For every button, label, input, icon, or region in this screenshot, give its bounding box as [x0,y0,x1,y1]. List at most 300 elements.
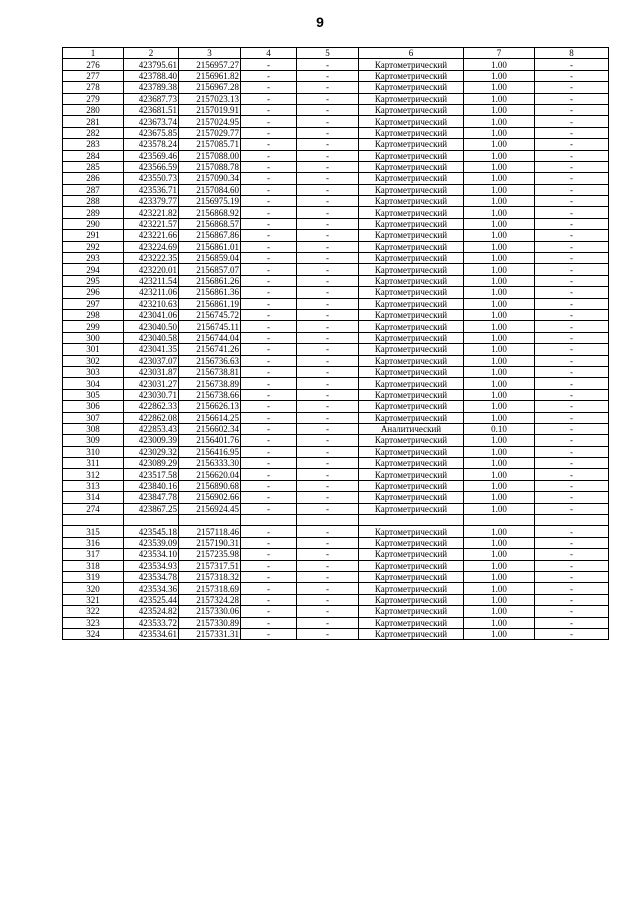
table-row [63,423,609,434]
table-cell: Картометрический [359,196,464,207]
table-cell: 423847.78 [124,492,179,503]
table-cell: Картометрический [359,298,464,309]
table-cell: - [297,378,359,389]
table-cell: - [535,617,609,628]
table-cell: 2156745.72 [179,309,241,320]
table-row [63,264,609,275]
table-cell: 1.00 [464,241,535,252]
table-cell: - [297,526,359,537]
table-cell: - [241,560,297,571]
table-cell: Картометрический [359,59,464,70]
table-cell: - [535,366,609,377]
table-cell: 423525.44 [124,594,179,605]
table-row [63,458,609,469]
table-cell: 2157317.51 [179,560,241,571]
table-cell: - [241,127,297,138]
table-cell: - [241,173,297,184]
table-cell: - [241,628,297,639]
table-cell: Картометрический [359,492,464,503]
table-cell: Картометрический [359,93,464,104]
table-cell: 285 [63,161,124,172]
table-cell: 1.00 [464,366,535,377]
table-cell: 1.00 [464,469,535,480]
table-cell: 423210.63 [124,298,179,309]
table-cell: Картометрический [359,378,464,389]
table-cell: 283 [63,139,124,150]
table-cell: 1.00 [464,617,535,628]
table-cell: Картометрический [359,218,464,229]
table-cell: - [297,423,359,434]
table-cell: 2157190.31 [179,537,241,548]
table-cell: 1.00 [464,230,535,241]
table-cell: 423536.71 [124,184,179,195]
table-row [63,116,609,127]
table-cell: - [297,549,359,560]
table-row [63,594,609,605]
table-cell: Картометрический [359,184,464,195]
table-cell: - [535,628,609,639]
table-cell: 423221.57 [124,218,179,229]
table-cell: 299 [63,321,124,332]
table-cell: 2157024.95 [179,116,241,127]
table-cell: - [535,571,609,582]
table-cell: 2156861.36 [179,287,241,298]
table-cell: Картометрический [359,287,464,298]
table-cell: Картометрический [359,560,464,571]
table-cell: - [241,423,297,434]
table-cell: - [535,355,609,366]
table-cell: - [241,549,297,560]
table-cell: 423220.01 [124,264,179,275]
table-cell: 1.00 [464,458,535,469]
table-cell: - [297,184,359,195]
table-cell: Картометрический [359,275,464,286]
table-cell: 1.00 [464,480,535,491]
table-cell: 423534.36 [124,583,179,594]
table-cell: 303 [63,366,124,377]
table-cell: 2157330.06 [179,606,241,617]
column-header: 5 [297,48,359,59]
table-cell: 423224.69 [124,241,179,252]
table-cell: 1.00 [464,401,535,412]
table-cell: Картометрический [359,150,464,161]
table-cell [464,515,535,526]
table-cell: 2156924.45 [179,503,241,514]
table-row [63,275,609,286]
table-row [63,492,609,503]
table-cell: 306 [63,401,124,412]
table-cell: - [297,401,359,412]
table-cell: 1.00 [464,412,535,423]
table-cell: - [535,161,609,172]
table-cell: - [241,401,297,412]
table-cell: - [241,321,297,332]
table-cell: - [297,218,359,229]
table-cell: Картометрический [359,583,464,594]
table-cell: 307 [63,412,124,423]
table-cell: 423041.06 [124,309,179,320]
table-cell: 315 [63,526,124,537]
table-row [63,253,609,264]
table-row [63,287,609,298]
table-cell [241,515,297,526]
page-number: 9 [316,14,324,30]
table-cell: 308 [63,423,124,434]
table-cell: Картометрический [359,594,464,605]
table-cell: 2157088.78 [179,161,241,172]
table-cell: - [535,218,609,229]
table-cell: 423675.85 [124,127,179,138]
table-cell: - [241,218,297,229]
table-cell: 287 [63,184,124,195]
table-cell: - [535,139,609,150]
table-cell: - [535,104,609,115]
table-cell: 423681.51 [124,104,179,115]
table-cell: - [297,207,359,218]
table-row [63,515,609,526]
table-cell: - [241,70,297,81]
table-row [63,184,609,195]
table-cell: - [241,344,297,355]
table-cell: - [297,412,359,423]
table-cell: - [535,412,609,423]
table-cell: - [535,230,609,241]
table-row [63,139,609,150]
table-row [63,207,609,218]
table-cell: - [241,59,297,70]
table-cell: 423029.32 [124,446,179,457]
table-row [63,583,609,594]
table-cell: 2157118.46 [179,526,241,537]
table-cell: 2156957.27 [179,59,241,70]
table-cell: - [535,116,609,127]
table-cell: Картометрический [359,116,464,127]
table-cell: 1.00 [464,583,535,594]
column-header: 6 [359,48,464,59]
table-cell: - [297,617,359,628]
table-cell: 423221.66 [124,230,179,241]
table-cell: 1.00 [464,116,535,127]
table-cell: 317 [63,549,124,560]
table-cell: Картометрический [359,264,464,275]
table-cell: 423569.46 [124,150,179,161]
table-cell: - [241,139,297,150]
table-cell: - [535,82,609,93]
table-cell: 282 [63,127,124,138]
table-cell: 1.00 [464,127,535,138]
table-cell: 423534.93 [124,560,179,571]
table-cell: - [535,446,609,457]
table-cell: 2156859.04 [179,253,241,264]
table-cell: 423789.38 [124,82,179,93]
table-cell: 1.00 [464,594,535,605]
table-cell: - [535,594,609,605]
table-cell: - [535,59,609,70]
table-cell: 423040.58 [124,332,179,343]
table-cell: 286 [63,173,124,184]
table-cell: - [297,446,359,457]
table-cell: 312 [63,469,124,480]
table-cell: - [297,628,359,639]
table-cell: - [297,332,359,343]
column-header: 2 [124,48,179,59]
table-cell: 423222.35 [124,253,179,264]
table-cell: Картометрический [359,526,464,537]
table-cell: 2157088.00 [179,150,241,161]
table-cell: 1.00 [464,526,535,537]
table-cell: 422853.43 [124,423,179,434]
table-row [63,469,609,480]
table-cell: - [535,606,609,617]
table-cell: 309 [63,435,124,446]
table-cell: 289 [63,207,124,218]
table-cell: 2157023.13 [179,93,241,104]
table-cell: 423379.77 [124,196,179,207]
table-cell: - [297,469,359,480]
table-cell: 423550.73 [124,173,179,184]
table-cell: - [535,264,609,275]
table-row [63,309,609,320]
table-cell: 2156333.30 [179,458,241,469]
table-cell: - [241,355,297,366]
table-cell: 423030.71 [124,389,179,400]
table-cell: 2156902.66 [179,492,241,503]
table-cell: 1.00 [464,264,535,275]
table-cell: - [297,458,359,469]
table-cell: 422862.08 [124,412,179,423]
table-cell: 1.00 [464,446,535,457]
table-cell: Картометрический [359,435,464,446]
table-cell: Картометрический [359,480,464,491]
table-cell: Картометрический [359,389,464,400]
table-cell: Картометрический [359,446,464,457]
table-cell: - [297,287,359,298]
table-cell: 2156738.89 [179,378,241,389]
table-cell: - [241,469,297,480]
table-cell: 423534.78 [124,571,179,582]
table-cell: 1.00 [464,218,535,229]
table-cell: - [297,560,359,571]
table-cell [124,515,179,526]
coordinates-table [62,47,609,640]
table-cell: 1.00 [464,93,535,104]
table-cell: - [535,492,609,503]
table-row [63,526,609,537]
table-cell: - [297,253,359,264]
table-cell: 1.00 [464,606,535,617]
table-cell: 1.00 [464,378,535,389]
table-cell: 2156975.19 [179,196,241,207]
table-cell: - [297,196,359,207]
table-row [63,355,609,366]
table-cell: - [241,492,297,503]
table-row [63,59,609,70]
table-cell: 1.00 [464,389,535,400]
table-cell: - [297,480,359,491]
table-row [63,549,609,560]
table-cell: - [241,298,297,309]
table-cell: 2156614.25 [179,412,241,423]
table-cell: 423687.73 [124,93,179,104]
table-cell: 2156744.04 [179,332,241,343]
table-cell: 2156961.82 [179,70,241,81]
table-cell: 2156738.81 [179,366,241,377]
table-cell: - [241,93,297,104]
table-cell: Картометрический [359,332,464,343]
table-cell: 2156401.76 [179,435,241,446]
table-cell: 423840.16 [124,480,179,491]
table-cell: 316 [63,537,124,548]
table-row [63,617,609,628]
table-cell: - [241,275,297,286]
table-cell: 323 [63,617,124,628]
table-cell: 423867.25 [124,503,179,514]
table-cell: - [535,526,609,537]
table-cell: 423031.27 [124,378,179,389]
table-cell: Картометрический [359,606,464,617]
table-cell: 313 [63,480,124,491]
table-cell: - [535,321,609,332]
table-cell: 2156745.11 [179,321,241,332]
table-cell: 297 [63,298,124,309]
table-cell: - [241,150,297,161]
table-cell: Картометрический [359,207,464,218]
table-cell: - [535,401,609,412]
table-cell: 1.00 [464,150,535,161]
table-cell: - [535,480,609,491]
table-cell: Картометрический [359,70,464,81]
table-cell: - [297,104,359,115]
table-cell: - [241,264,297,275]
table-cell: - [241,389,297,400]
table-cell: 423041.35 [124,344,179,355]
table-cell: 321 [63,594,124,605]
table-cell: Картометрический [359,82,464,93]
table-cell: 423221.82 [124,207,179,218]
table-cell: Картометрический [359,104,464,115]
table-cell: - [241,309,297,320]
table-cell: Картометрический [359,412,464,423]
table-cell: - [535,503,609,514]
table-cell: - [535,389,609,400]
table-cell: 1.00 [464,549,535,560]
table-cell: - [241,503,297,514]
table-row [63,503,609,514]
table-row [63,435,609,446]
table-cell: - [241,412,297,423]
table-cell: - [241,480,297,491]
table-cell: - [297,435,359,446]
table-cell: Картометрический [359,401,464,412]
table-cell: - [297,70,359,81]
table-cell: 2156890.68 [179,480,241,491]
table-cell: - [535,298,609,309]
table-cell: - [241,104,297,115]
table-cell: - [297,583,359,594]
table-cell: 2157090.34 [179,173,241,184]
table-cell: 277 [63,70,124,81]
table-cell: - [241,583,297,594]
table-cell: - [241,82,297,93]
table-cell: 320 [63,583,124,594]
table-cell: Картометрический [359,344,464,355]
table-cell: 2157019.91 [179,104,241,115]
table-cell: 1.00 [464,70,535,81]
table-cell: - [297,230,359,241]
table-cell: - [535,93,609,104]
table-cell: 324 [63,628,124,639]
table-cell: 2157318.32 [179,571,241,582]
table-cell: 2156868.92 [179,207,241,218]
table-cell: 2157084.60 [179,184,241,195]
table-cell: - [297,571,359,582]
table-cell: 1.00 [464,309,535,320]
table-cell: 2156868.57 [179,218,241,229]
table-cell: 1.00 [464,104,535,115]
table-row [63,480,609,491]
table-cell: 2157330.89 [179,617,241,628]
table-cell: - [241,435,297,446]
table-cell: 294 [63,264,124,275]
table-cell: 1.00 [464,571,535,582]
table-cell: - [535,332,609,343]
table-cell: Картометрический [359,355,464,366]
table-cell: 1.00 [464,321,535,332]
table-cell: - [535,560,609,571]
table-cell: - [535,309,609,320]
table-row [63,628,609,639]
table-cell: 1.00 [464,173,535,184]
table-cell: - [297,366,359,377]
table-row [63,70,609,81]
table-cell: Картометрический [359,173,464,184]
table-cell: - [297,59,359,70]
table-cell: 1.00 [464,560,535,571]
table-cell: - [535,275,609,286]
table-cell: - [535,537,609,548]
table-cell: 423009.39 [124,435,179,446]
table-cell: - [241,571,297,582]
table-cell: 319 [63,571,124,582]
table-cell: - [535,549,609,560]
table-cell: - [535,207,609,218]
table-cell: 274 [63,503,124,514]
table-row [63,150,609,161]
table-cell: Картометрический [359,241,464,252]
table-cell: 423524.82 [124,606,179,617]
table-cell: 0.10 [464,423,535,434]
table-cell: Картометрический [359,469,464,480]
table-cell: 2156738.66 [179,389,241,400]
table-row [63,298,609,309]
table-cell: - [241,594,297,605]
table-cell: Картометрический [359,617,464,628]
table-cell: Картометрический [359,161,464,172]
column-header: 1 [63,48,124,59]
table-cell: - [297,127,359,138]
table-row [63,571,609,582]
table-cell: - [241,458,297,469]
table-cell: - [297,503,359,514]
table-cell: 288 [63,196,124,207]
table-cell: 2157235.98 [179,549,241,560]
table-cell: 314 [63,492,124,503]
table-cell: - [241,606,297,617]
table-cell: 423534.61 [124,628,179,639]
table-cell: 318 [63,560,124,571]
table-cell: 290 [63,218,124,229]
table-cell: - [297,275,359,286]
